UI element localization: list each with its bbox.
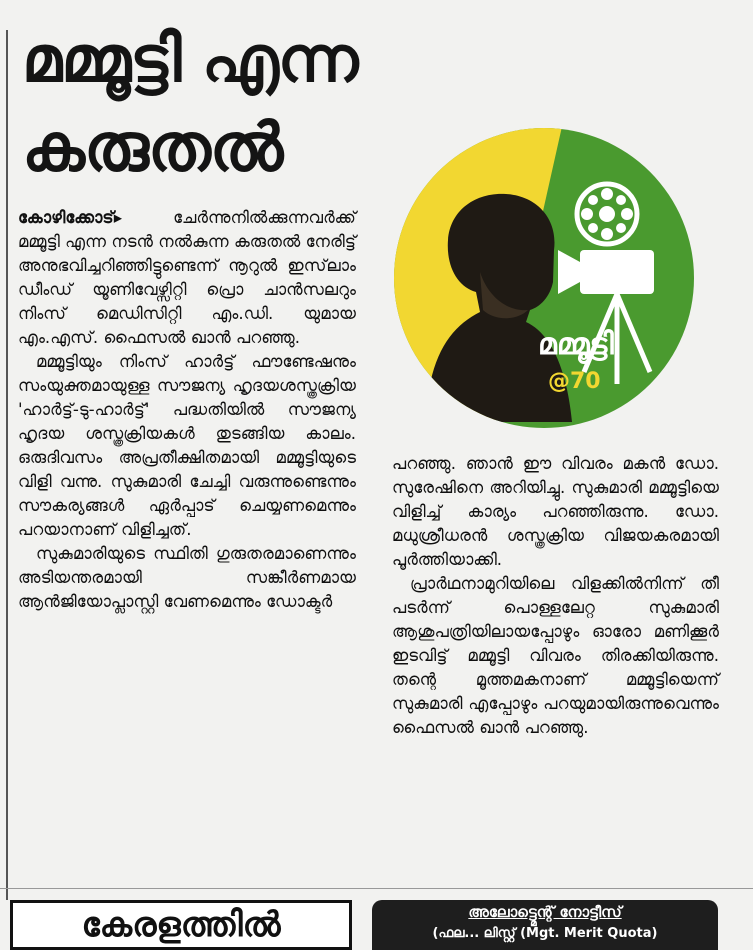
headline-line-2: കരുതൽ [22, 109, 283, 186]
logo-anniversary-tag: @70 [548, 369, 601, 394]
article-paragraph: പ്രാർഥനാമുറിയിലെ വിളക്കിൽനിന്ന് തീ പടർന്ന് പൊള്ളലേറ്റ സുകുമാരി ആശുപത്രിയിലായപ്പോഴും ഓരോ മണിക്കൂർ ഇടവിട്ട് മമ്മൂട്ടി വിവരം തിരക്കിയിരുന്നു. തന്റെ മൂത്തമകനാണ് മമ്മൂട്ടിയെന്ന് സുകുമാരി എപ്പോഴും പറയുമായിരുന്നുവെന്നും ഫൈസൽ ഖാൻ പറഞ്ഞു. [392, 574, 719, 737]
article-paragraph: പറഞ്ഞു. ഞാൻ ഈ വിവരം മകൻ ഡോ. സുരേഷിനെ അറിയിച്ചു. സുകുമാരി മമ്മൂട്ടിയെ വിളിച്ച് കാര്യം പറഞ്ഞിരുന്നു. ഡോ. മധുശ്രീധരൻ ശസ്ത്രക്രിയ വിജയകരമായി പൂർത്തിയാക്കി. [392, 454, 719, 569]
article-column-right [392, 452, 719, 740]
article-column-left [18, 206, 356, 614]
article-paragraph [18, 206, 356, 350]
dateline: കോഴിക്കോട്▸ [18, 208, 123, 227]
notice-subtitle: (ഫല... ലിസ്റ്റ് (Mgt. Merit Quota) [432, 926, 658, 941]
article-paragraph: സുകുമാരിയുടെ സ്ഥിതി ഗുരുതരമാണെന്നും അടിയന്തരമായി സങ്കീർണമായ ആൻജിയോപ്ലാസ്റ്റി വേണമെന്നും ഡോക്ടർ [18, 544, 356, 611]
notice-title: അലോട്ട്മെന്റ് നോട്ടീസ് [468, 903, 622, 921]
section-box-keralathil: കേരളത്തിൽ [10, 900, 352, 950]
headline-line-1: മമ്മൂട്ടി എന്ന [22, 23, 358, 97]
footer-rule [0, 888, 753, 889]
article-paragraph: മമ്മൂട്ടിയും നിംസ് ഹാർട്ട് ഫൗണ്ടേഷനും സംയുക്തമായുള്ള സൗജന്യ ഹൃദയശസ്ത്രക്രിയ 'ഹാർട്ട്-ടു-ഹാർട്ട്' പദ്ധതിയിൽ സൗജന്യ ഹൃദയ ശസ്ത്രക്രിയകൾ തുടങ്ങിയ കാലം. ഒരുദിവസം അപ്രതീക്ഷിതമായി മമ്മൂട്ടിയുടെ വിളി വന്നു. സുകുമാരി ചേച്ചി വരുന്നുണ്ടെന്നും സൗകര്യങ്ങൾ ഏർപ്പാട് ചെയ്യണമെന്നും പറയാനാണ് വിളിച്ചത്. [18, 352, 356, 539]
paragraph-text: ചേർന്നുനിൽക്കുന്നവർക്ക് മമ്മൂട്ടി എന്ന നടൻ നൽകുന്ന കരുതൽ നേരിട്ട് അനുഭവിച്ചറിഞ്ഞിട്ടുണ്ടെന്ന് നൂറുൽ ഇസ്‌ലാം ഡീംഡ് യൂണിവേഴ്സിറ്റി പ്രൊ ചാൻസലറും നിംസ് മെഡിസിറ്റി എം.ഡി. യുമായ എം.എസ്. ഫൈസൽ ഖാൻ പറഞ്ഞു. [18, 208, 356, 347]
column-rule [6, 30, 8, 900]
logo-name: മമ്മൂട്ടി [538, 327, 614, 362]
mammootty-70-logo [388, 122, 700, 434]
allotment-notice-ad [372, 900, 718, 950]
